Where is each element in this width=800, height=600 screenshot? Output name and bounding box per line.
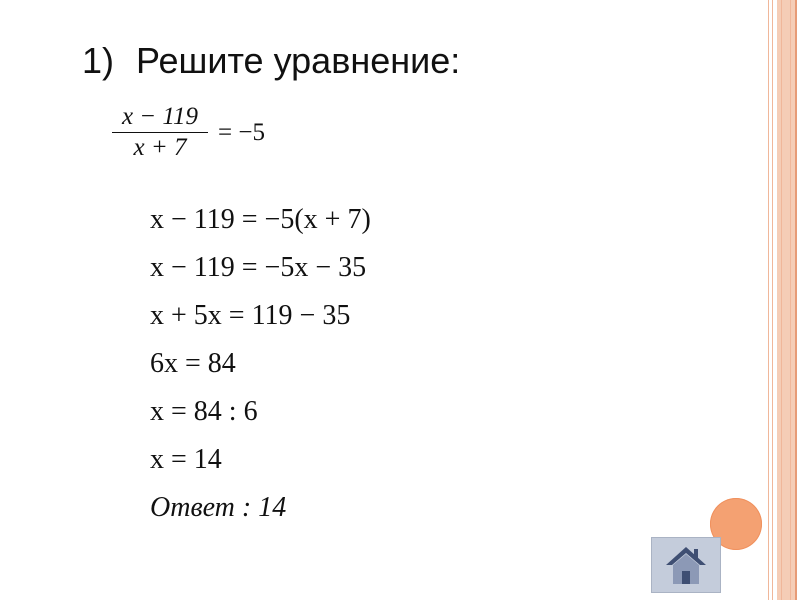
task-number: 1) [82,40,115,81]
decorative-stripe [777,0,796,600]
home-button[interactable] [651,537,721,593]
answer-line: Ответ : 14 [150,492,287,523]
task-heading [82,40,460,82]
decorative-stripe [790,0,791,600]
solution-steps [150,196,550,532]
solution-step: x + 5x = 119 − 35 [150,300,351,331]
home-icon [664,544,708,586]
equation-rhs: = −5 [218,118,265,146]
fraction-denominator: x + 7 [133,134,187,162]
fraction-equation [112,102,265,163]
fraction [112,102,208,163]
decorative-stripe [795,0,797,600]
solution-step: x − 119 = −5x − 35 [150,252,367,283]
solution-step: 6x = 84 [150,348,236,379]
decorative-stripe [772,0,773,600]
solution-step: x = 14 [150,444,222,475]
decorative-stripe [768,0,769,600]
solution-step: x − 119 = −5(x + 7) [150,204,371,235]
task-title: Решите уравнение: [136,40,461,81]
fraction-numerator: x − 119 [121,103,199,130]
solution-step: x = 84 : 6 [150,396,258,427]
decorative-stripe [781,0,782,600]
